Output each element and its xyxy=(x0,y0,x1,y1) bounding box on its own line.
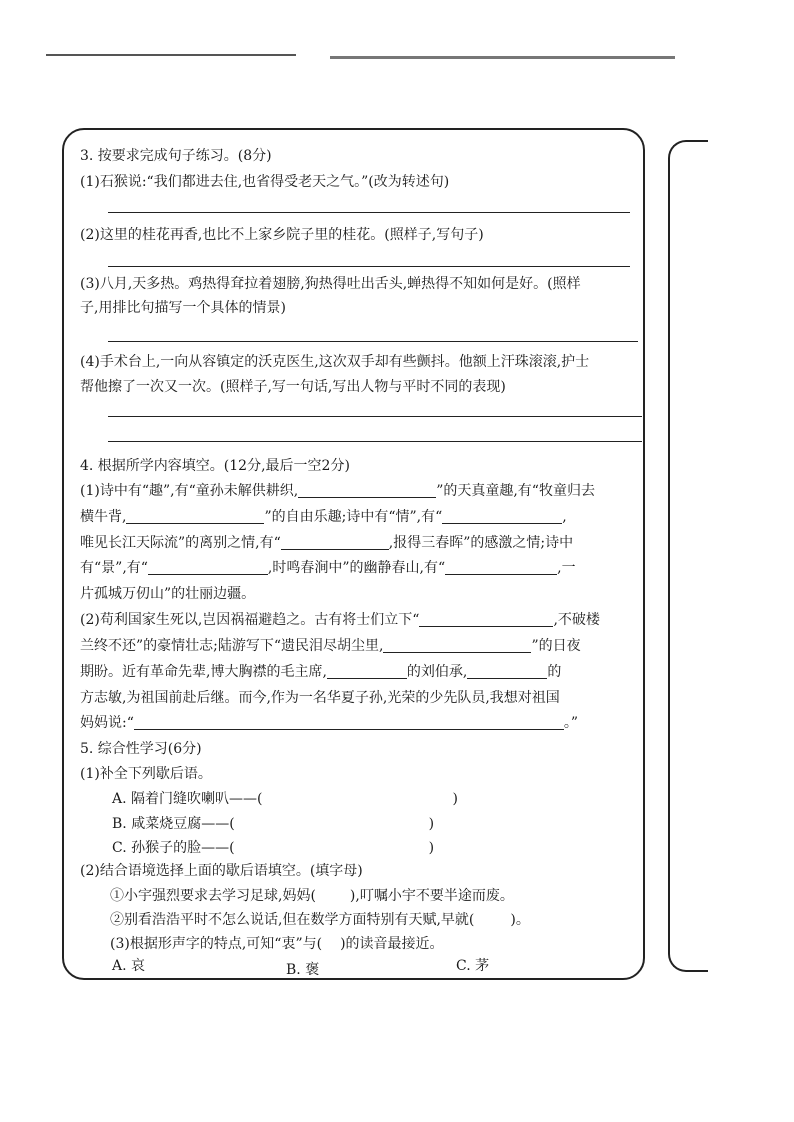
q4-line-9: 方志敏,为祖国前赴后继。而今,作为一名华夏子孙,光荣的少先队员,我想对祖国 xyxy=(80,690,560,706)
fill-blank[interactable] xyxy=(134,715,564,730)
fill-blank[interactable] xyxy=(383,638,531,653)
text: (3)根据形声字的特点,可知“衷”与( xyxy=(110,936,323,952)
text: 期盼。近有革命先辈,博大胸襟的毛主席, xyxy=(80,664,327,680)
text: ) xyxy=(428,816,435,832)
text: 的 xyxy=(547,664,562,680)
q4-line-8 xyxy=(80,662,561,682)
next-page-frame-edge xyxy=(668,140,708,972)
text: 妈妈说:“ xyxy=(80,715,134,731)
text: 唯见长江天际流”的离别之情,有“ xyxy=(80,535,281,551)
q4-line-1 xyxy=(80,481,595,501)
fill-blank[interactable] xyxy=(298,483,436,498)
q4-title: 4. 根据所学内容填空。(12分,最后一空2分) xyxy=(80,458,350,474)
text: (2)苟利国家生死以,岂因祸福避趋之。古有将士们立下“ xyxy=(80,612,420,628)
answer-line[interactable] xyxy=(108,441,642,442)
text: 。” xyxy=(563,715,579,731)
fill-blank[interactable] xyxy=(419,612,553,627)
q3-sentence-3-line2: 子,用排比句描写一个具体的情景) xyxy=(80,300,286,316)
q4-line-5: 片孤城万仞山”的壮丽边疆。 xyxy=(80,586,256,602)
q5-choice-c[interactable]: C. 茅 xyxy=(456,958,490,974)
text: (1)诗中有“趣”,有“童孙未解供耕织, xyxy=(80,483,299,499)
q5-choice-a[interactable]: A. 哀 xyxy=(112,958,146,974)
q4-line-2 xyxy=(80,507,567,527)
answer-line[interactable] xyxy=(108,212,630,213)
text: )的读音最接近。 xyxy=(340,936,444,952)
fill-blank[interactable] xyxy=(126,509,264,524)
q5-choice-b[interactable]: B. 褒 xyxy=(286,962,320,978)
q5-part-1: (1)补全下列歇后语。 xyxy=(80,766,212,782)
fill-blank[interactable] xyxy=(327,664,407,679)
answer-line[interactable] xyxy=(108,416,642,417)
q5-option-b xyxy=(112,814,434,834)
answer-line[interactable] xyxy=(108,266,630,267)
q5-title: 5. 综合性学习(6分) xyxy=(80,741,202,757)
text: ,一 xyxy=(557,560,576,576)
text: ,报得三春晖”的感激之情;诗中 xyxy=(388,535,574,551)
fill-blank[interactable] xyxy=(467,664,547,679)
q3-sentence-2: (2)这里的桂花再香,也比不上家乡院子里的桂花。(照样子,写句子) xyxy=(80,227,484,243)
q4-line-7 xyxy=(80,636,581,656)
text: ”的自由乐趣;诗中有“情”,有“ xyxy=(264,509,443,525)
text: 的刘伯承, xyxy=(406,664,468,680)
q5-item-1 xyxy=(110,886,514,906)
q5-part-3 xyxy=(110,934,444,954)
text: ,时鸣春涧中”的幽静春山,有“ xyxy=(267,560,446,576)
text: ,不破楼 xyxy=(553,612,600,628)
text: ”的天真童趣,有“牧童归去 xyxy=(436,483,595,499)
q5-option-a xyxy=(112,789,458,809)
text: ①小宇强烈要求去学习足球,妈妈( xyxy=(110,888,316,904)
text: ),叮嘱小宇不要半途而废。 xyxy=(349,888,514,904)
text: A. 隔着门缝吹喇叭——( xyxy=(112,791,263,807)
scan-top-edge-right xyxy=(330,56,675,59)
q5-item-2 xyxy=(110,910,530,930)
text: , xyxy=(562,509,567,525)
q4-line-4 xyxy=(80,558,576,578)
fill-blank[interactable] xyxy=(442,509,562,524)
q3-sentence-1: (1)石猴说:“我们都进去住,也省得受老天之气。”(改为转述句) xyxy=(80,174,450,190)
answer-line[interactable] xyxy=(108,341,638,342)
fill-blank[interactable] xyxy=(148,560,268,575)
scan-top-edge-left xyxy=(46,54,296,56)
text: )。 xyxy=(510,912,530,928)
text: B. 咸菜烧豆腐——( xyxy=(112,816,235,832)
q3-title: 3. 按要求完成句子练习。(8分) xyxy=(80,148,272,164)
q4-line-3 xyxy=(80,533,573,553)
q5-option-c xyxy=(112,838,434,858)
text: C. 孙猴子的脸——( xyxy=(112,840,235,856)
q5-part-2: (2)结合语境选择上面的歇后语填空。(填字母) xyxy=(80,863,363,879)
q3-sentence-4-line1: (4)手术台上,一向从容镇定的沃克医生,这次双手却有些颤抖。他额上汗珠滚滚,护士 xyxy=(80,354,590,370)
q4-line-10 xyxy=(80,713,578,733)
text: 有“景”,有“ xyxy=(80,560,148,576)
fill-blank[interactable] xyxy=(445,560,557,575)
text: 兰终不还”的豪情壮志;陆游写下“遗民泪尽胡尘里, xyxy=(80,638,384,654)
text: ) xyxy=(452,791,458,807)
text: 横牛背, xyxy=(80,509,127,525)
q3-sentence-4-line2: 帮他擦了一次又一次。(照样子,写一句话,写出人物与平时不同的表现) xyxy=(80,379,506,395)
q4-line-6 xyxy=(80,610,600,630)
fill-blank[interactable] xyxy=(281,535,389,550)
q3-sentence-3-line1: (3)八月,天多热。鸡热得耷拉着翅膀,狗热得吐出舌头,蝉热得不知如何是好。(照样 xyxy=(80,276,581,292)
text: ”的日夜 xyxy=(531,638,581,654)
text: ②别看浩浩平时不怎么说话,但在数学方面特别有天赋,早就( xyxy=(110,912,475,928)
text: ) xyxy=(428,840,435,856)
